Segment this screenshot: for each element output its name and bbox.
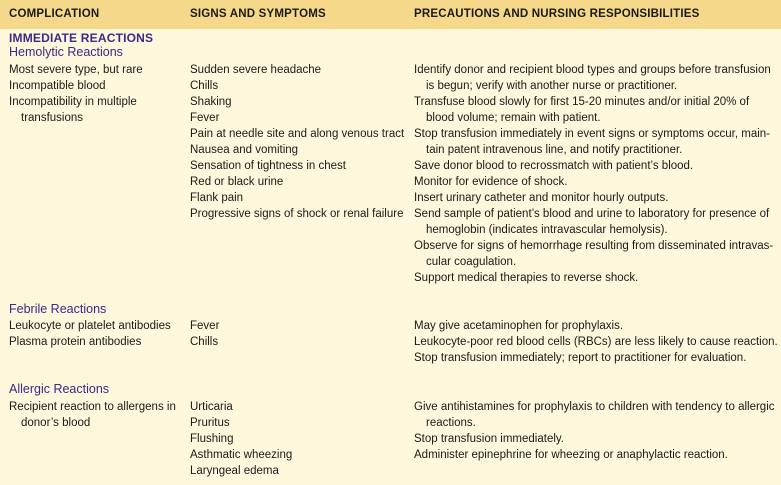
precaution-line: is begun; verify with another nurse or practitioner.	[426, 80, 678, 92]
sign-item: Fever	[190, 112, 220, 124]
sign-item: Red or black urine	[190, 176, 284, 188]
complication-line: Incompatibility in multiple	[9, 96, 137, 108]
complication-line: donor’s blood	[21, 417, 91, 429]
sign-item: Pain at needle site and along venous tract	[190, 128, 405, 140]
precaution-line: May give acetaminophen for prophylaxis.	[414, 320, 624, 332]
allergic-signs	[190, 399, 405, 479]
precaution-line: Support medical therapies to reverse shock.	[414, 272, 639, 284]
sign-item: Sensation of tightness in chest	[190, 160, 346, 172]
precaution-line: Save donor blood to recrossmatch with patient’s blood.	[414, 160, 694, 172]
precaution-line: Identify donor and recipient blood types and groups before transfusion	[414, 64, 771, 76]
hemolytic-title: Hemolytic Reactions	[9, 45, 123, 59]
precaution-line: Stop transfusion immediately.	[414, 433, 564, 445]
sign-item: Pruritus	[190, 417, 230, 429]
hemolytic-complications	[9, 62, 179, 126]
precaution-line: Send sample of patient’s blood and urine to laboratory for presence of	[414, 208, 770, 220]
allergic-complications	[9, 399, 179, 431]
hemolytic-signs	[190, 62, 405, 222]
precaution-line: Transfuse blood slowly for first 15-20 minutes and/or initial 20% of	[414, 96, 750, 108]
header-complication: COMPLICATION	[9, 8, 100, 20]
sign-item: Asthmatic wheezing	[190, 449, 293, 461]
hemolytic-precautions	[414, 62, 774, 286]
precaution-line: cular coagulation.	[426, 256, 517, 268]
sign-item: Nausea and vomiting	[190, 144, 299, 156]
precaution-line: reactions.	[426, 417, 476, 429]
sign-item: Chills	[190, 80, 219, 92]
precaution-line: tain patent intravenous line, and notify practitioner.	[426, 144, 683, 156]
precaution-line: Monitor for evidence of shock.	[414, 176, 568, 188]
table-header	[0, 0, 781, 29]
precaution-line: Insert urinary catheter and monitor hourly outputs.	[414, 192, 669, 204]
allergic-precautions	[414, 399, 774, 463]
febrile-complications	[9, 318, 179, 350]
febrile-signs	[190, 318, 405, 350]
sign-item: Laryngeal edema	[190, 465, 279, 477]
precaution-line: hemoglobin (indicates intravascular hemolysis).	[426, 224, 668, 236]
sign-item: Progressive signs of shock or renal failure	[190, 208, 404, 220]
allergic-title: Allergic Reactions	[9, 382, 110, 396]
sign-item: Chills	[190, 336, 219, 348]
complication-line: transfusions	[21, 112, 84, 124]
sign-item: Shaking	[190, 96, 232, 108]
complication-line: Incompatible blood	[9, 80, 106, 92]
precaution-line: Leukocyte-poor red blood cells (RBCs) are less likely to cause reaction.	[414, 336, 778, 348]
febrile-title: Febrile Reactions	[9, 302, 107, 316]
febrile-precautions	[414, 318, 778, 366]
sign-item: Flank pain	[190, 192, 244, 204]
precaution-line: blood volume; remain with patient.	[426, 112, 601, 124]
sign-item: Sudden severe headache	[190, 64, 322, 76]
precaution-line: Observe for signs of hemorrhage resulting from disseminated intravas-	[414, 240, 774, 252]
header-precautions: PRECAUTIONS AND NURSING RESPONSIBILITIES	[414, 8, 700, 20]
precaution-line: Stop transfusion immediately; report to practitioner for evaluation.	[414, 352, 747, 364]
header-signs: SIGNS AND SYMPTOMS	[190, 8, 326, 20]
complication-line: Leukocyte or platelet antibodies	[9, 320, 171, 332]
complication-line: Recipient reaction to allergens in	[9, 401, 176, 413]
precaution-line: Administer epinephrine for wheezing or anaphylactic reaction.	[414, 449, 728, 461]
sign-item: Urticaria	[190, 401, 233, 413]
complication-line: Plasma protein antibodies	[9, 336, 142, 348]
sign-item: Fever	[190, 320, 220, 332]
sign-item: Flushing	[190, 433, 234, 445]
complication-line: Most severe type, but rare	[9, 64, 143, 76]
immediate-reactions-title: IMMEDIATE REACTIONS	[9, 31, 154, 45]
precaution-line: Stop transfusion immediately in event signs or symptoms occur, main-	[414, 128, 771, 140]
precaution-line: Give antihistamines for prophylaxis to children with tendency to allergic	[414, 401, 775, 413]
